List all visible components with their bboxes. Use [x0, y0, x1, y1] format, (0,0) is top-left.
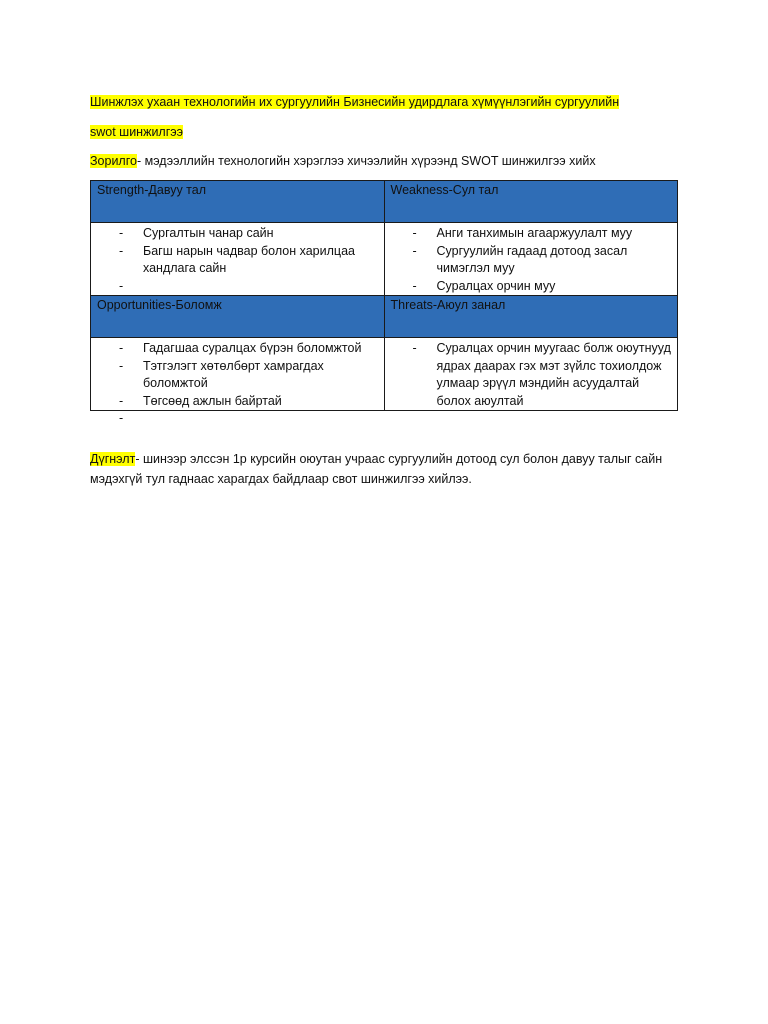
list-item: - Гадагшаа суралцах бүрэн боломжтой [91, 340, 384, 358]
list-item: - Суралцах орчин муугаас болж оюутнууд ядрах даарах гэх мэт зүйлс тохиолдож улмаар эрүүл мэндийн асуудалтай болох аюултай [385, 340, 678, 410]
swot-header-row-1 [91, 181, 678, 223]
list-item: - Суралцах орчин муу [385, 278, 678, 296]
threats-cell [384, 338, 678, 411]
title-line-2 [90, 124, 183, 140]
weakness-header: Weakness-Сул тал [384, 181, 678, 223]
threats-list [385, 340, 678, 410]
title-line-2-text: swot шинжилгээ [90, 125, 184, 139]
goal-line [90, 153, 596, 169]
list-item: - Төгсөөд ажлын байртай [91, 393, 384, 411]
threats-header: Threats-Аюул занал [384, 296, 678, 338]
title-line-1 [90, 94, 619, 110]
weakness-cell [384, 223, 678, 296]
weakness-list [385, 225, 678, 295]
conclusion-label: Дүгнэлт [90, 452, 136, 466]
swot-header-row-2 [91, 296, 678, 338]
swot-body-row-1 [91, 223, 678, 296]
opportunities-header: Opportunities-Боломж [91, 296, 385, 338]
list-item: - Сургуулийн гадаад дотоод засал чимэглэл муу [385, 243, 678, 278]
strength-cell [91, 223, 385, 296]
list-item: - Багш нарын чадвар болон харилцаа хандлага сайн [91, 243, 384, 278]
list-item: - Сургалтын чанар сайн [91, 225, 384, 243]
strength-list [91, 225, 384, 278]
swot-table [90, 180, 678, 411]
list-item: - Тэтгэлэгт хөтөлбөрт хамрагдах боломжтой [91, 358, 384, 393]
goal-text: - мэдээллийн технологийн хэрэглээ хичээлийн хүрээнд SWOT шинжилгээ хийх [136, 154, 596, 168]
conclusion-paragraph [90, 449, 690, 489]
title-line-1-text: Шинжлэх ухаан технологийн их сургуулийн Бизнесийн удирдлага хүмүүнлэгийн сургуулийн [90, 95, 620, 109]
goal-label: Зорилго [90, 154, 137, 168]
opportunities-cell [91, 338, 385, 411]
list-item: - Анги танхимын агааржуулалт муу [385, 225, 678, 243]
conclusion-text: - шинээр элссэн 1р курсийн оюутан учраас сургуулийн дотоод сул болон давуу талыг сайн мэдэхгүй тул гаднаас харагдах байдлаар свот шинжилгээ хийлээ. [90, 452, 663, 486]
opportunities-list [91, 340, 384, 410]
strength-header: Strength-Давуу тал [91, 181, 385, 223]
swot-body-row-2 [91, 338, 678, 411]
